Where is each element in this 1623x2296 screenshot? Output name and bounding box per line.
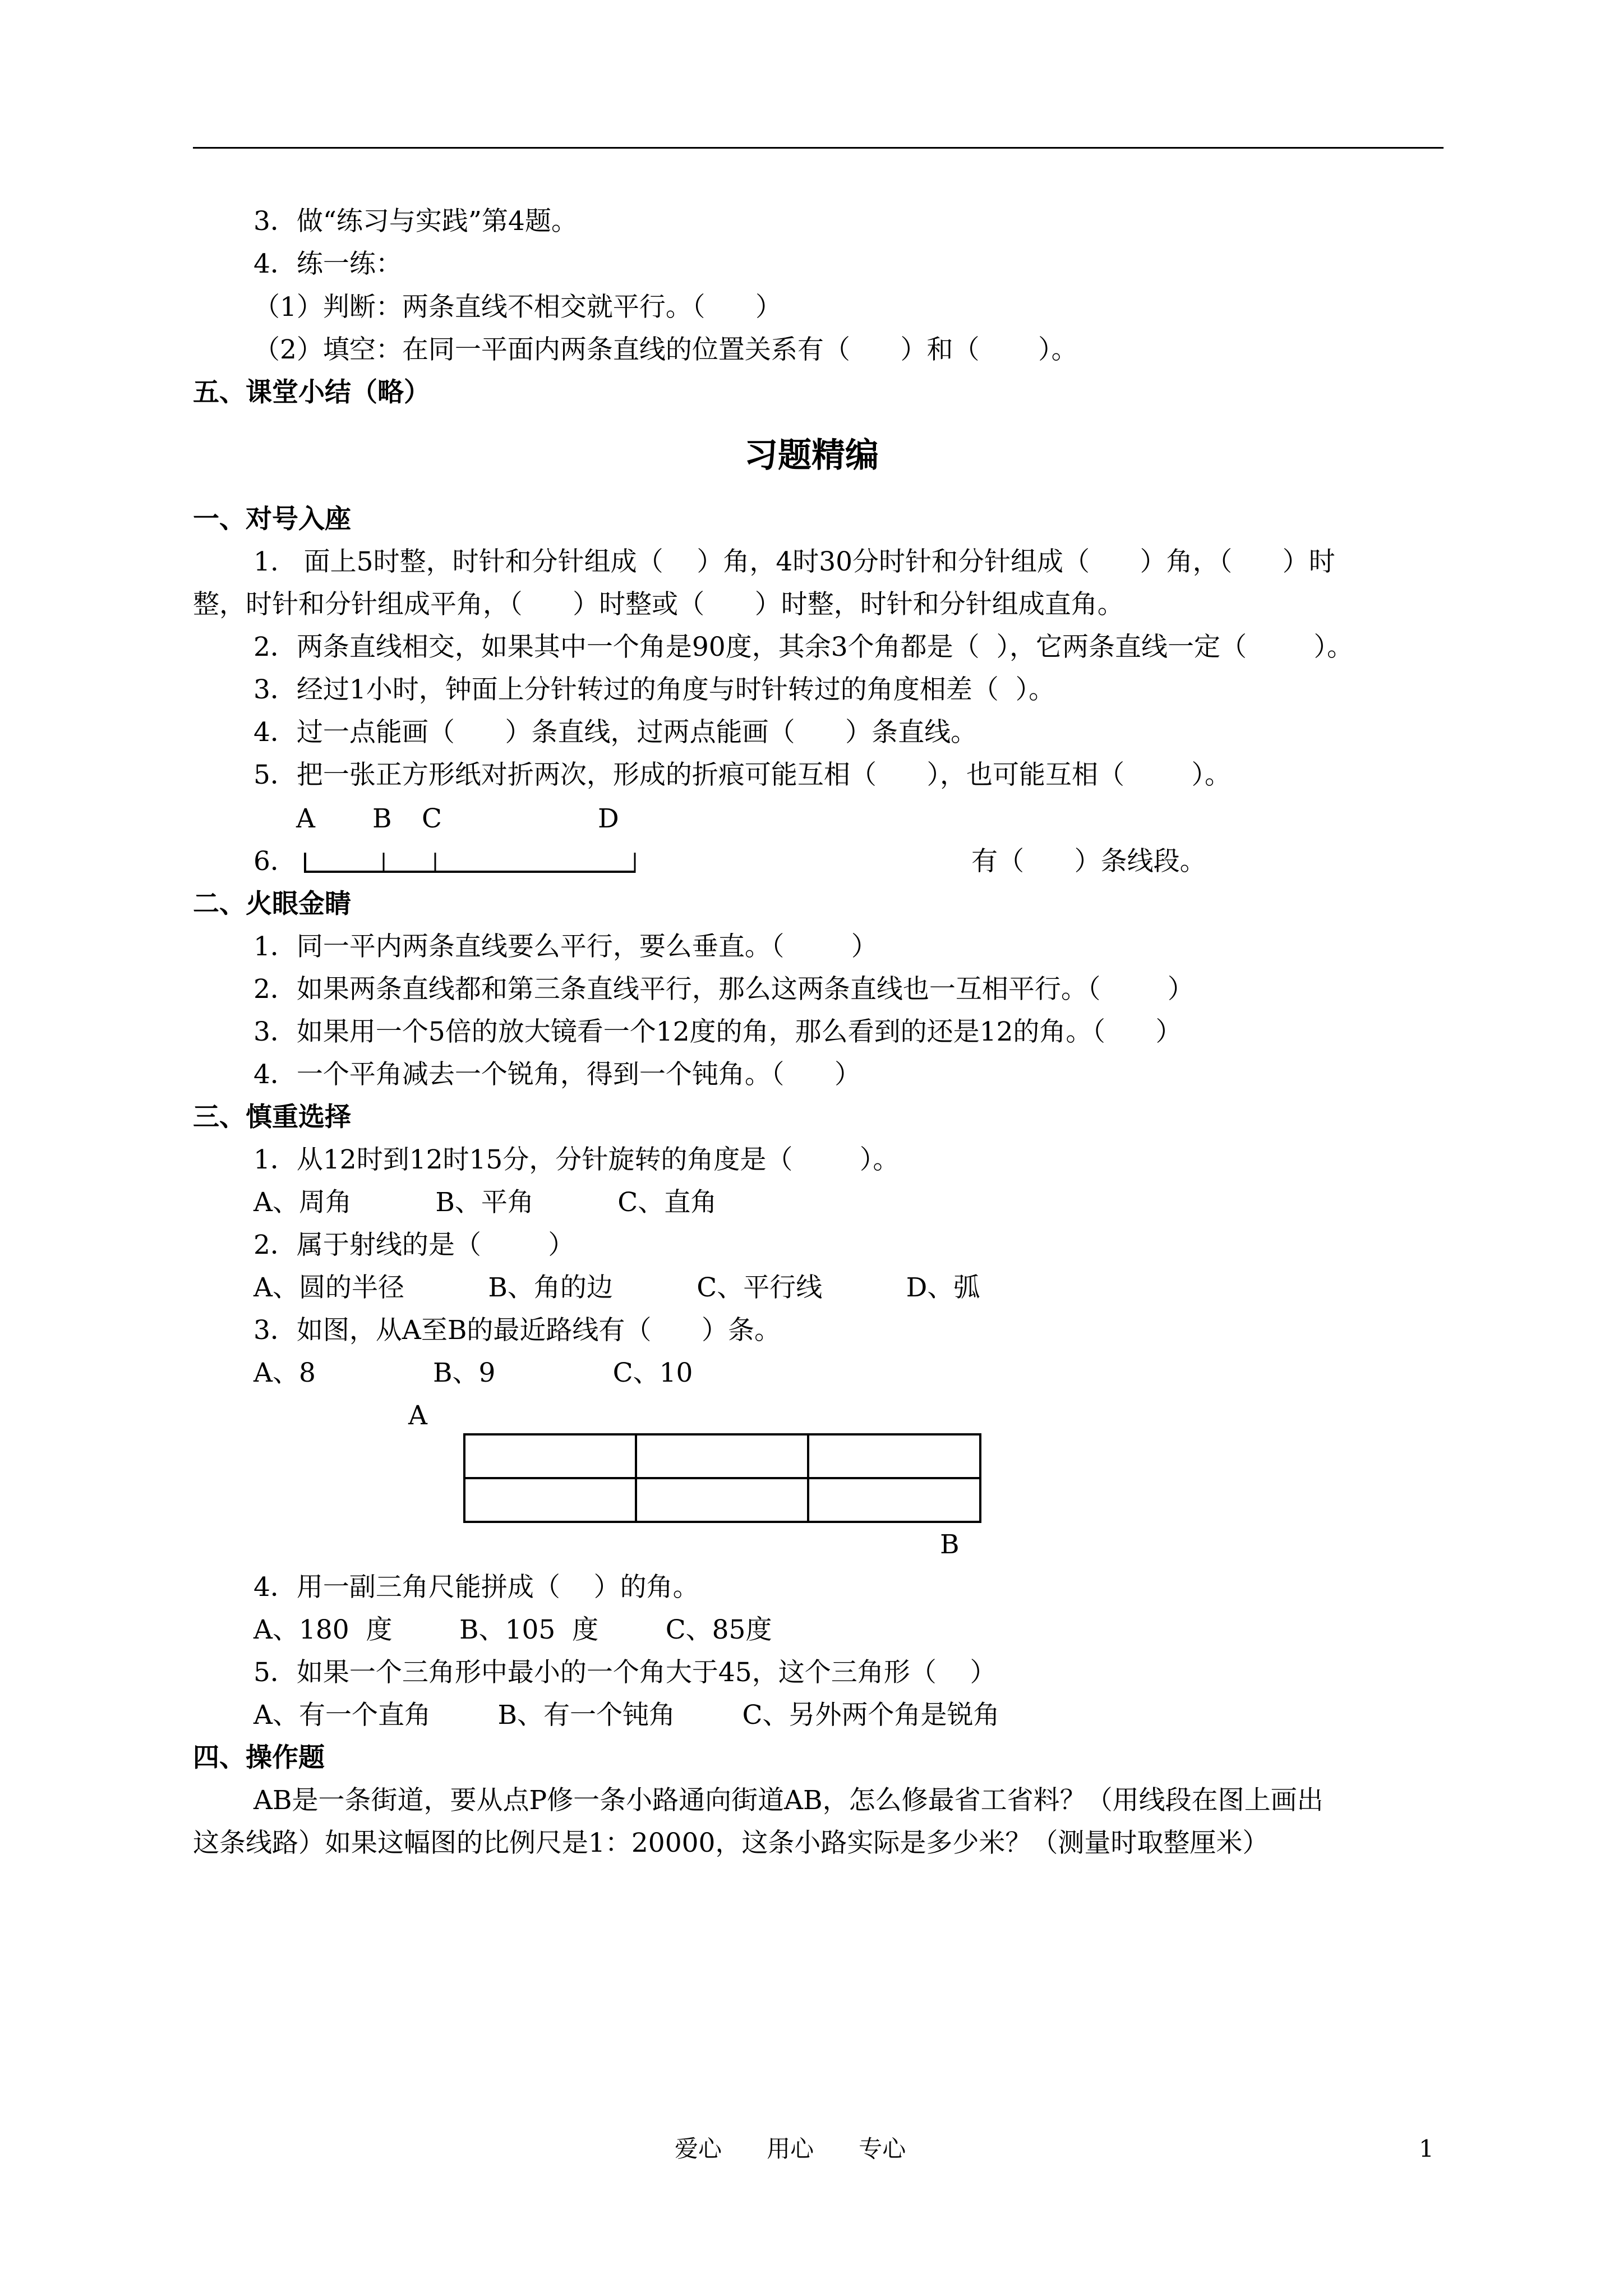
segment-label-d: D (598, 803, 619, 834)
lesson-item-3: 3．做“练习与实践”第4题。 (253, 206, 578, 237)
s3-q3-options: A、8 B、9 C、10 (253, 1358, 693, 1388)
lesson-item-4: 4．练一练： (253, 249, 402, 279)
segment-diagram (303, 845, 639, 876)
segment-label-a: A (296, 803, 315, 834)
s3-q4-options: A、180 度 B、105 度 C、85度 (253, 1614, 772, 1645)
s3-q5-options: A、有一个直角 B、有一个钝角 C、另外两个角是锐角 (253, 1700, 1000, 1731)
s1-q6-text: 有（ ）条线段。 (971, 846, 1206, 877)
section-4-heading: 四、操作题 (193, 1742, 325, 1773)
s3-q4: 4．用一副三角尺能拼成（ ）的角。 (253, 1572, 699, 1603)
s1-q1-line2: 整，时针和分针组成平角，（ ）时整或（ ）时整，时针和分针组成直角。 (193, 589, 1124, 620)
route-grid (463, 1433, 983, 1524)
section-1-heading: 一、对号入座 (193, 504, 351, 535)
lesson-item-4-2: （2）填空：在同一平面内两条直线的位置关系有（ ）和（ ）。 (253, 334, 1078, 365)
s3-q1: 1．从12时到12时15分，分针旋转的角度是（ ）。 (253, 1144, 900, 1175)
grid-label-a: A (408, 1400, 427, 1431)
s4-line-2: 这条线路）如果这幅图的比例尺是1：20000，这条小路实际是多少米？（测量时取整厘米） (193, 1828, 1269, 1858)
s1-q5: 5．把一张正方形纸对折两次，形成的折痕可能互相（ ），也可能互相（ ）。 (253, 760, 1232, 790)
segment-label-b: B (372, 803, 392, 834)
s1-q1-line1: 1. 面上5时整，时针和分针组成（ ）角，4时30分时针和分针组成（ ）角，（ ）时 (253, 546, 1335, 577)
grid-label-b: B (940, 1529, 960, 1560)
s3-q5: 5．如果一个三角形中最小的一个角大于45，这个三角形（ ） (253, 1657, 997, 1688)
s4-line-1: AB是一条街道，要从点P修一条小路通向街道AB，怎么修最省工省料？（用线段在图上画出 (253, 1785, 1324, 1816)
section-3-heading: 三、慎重选择 (193, 1102, 351, 1133)
section-2-heading: 二、火眼金睛 (193, 889, 351, 919)
lesson-item-4-1: （1）判断：两条直线不相交就平行。（ ） (253, 292, 782, 323)
s3-q1-options: A、周角 B、平角 C、直角 (253, 1187, 717, 1218)
s3-q3: 3．如图，从A至B的最近路线有（ ）条。 (253, 1315, 781, 1346)
s1-q4: 4．过一点能画（ ）条直线，过两点能画（ ）条直线。 (253, 717, 978, 748)
page-title: 习题精编 (744, 436, 879, 475)
page-number: 1 (1419, 2135, 1434, 2162)
s3-q2-options: A、圆的半径 B、角的边 C、平行线 D、弧 (253, 1272, 980, 1303)
s2-item-4: 4．一个平角减去一个锐角，得到一个钝角。（ ） (253, 1059, 861, 1090)
s1-q6-number: 6． (253, 846, 297, 877)
s3-q2: 2．属于射线的是（ ） (253, 1230, 575, 1260)
segment-label-c: C (422, 803, 442, 834)
footer-motto: 爱心 用心 专心 (675, 2135, 906, 2162)
section-5-heading: 五、课堂小结（略） (193, 377, 430, 408)
header-rule (193, 147, 1444, 149)
s1-q2: 2．两条直线相交，如果其中一个角是90度，其余3个角都是（ ），它两条直线一定（ ）。 (253, 632, 1354, 662)
s1-q3: 3．经过1小时，钟面上分针转过的角度与时针转过的角度相差（ ）。 (253, 674, 1055, 705)
s2-item-2: 2．如果两条直线都和第三条直线平行，那么这两条直线也一互相平行。（ ） (253, 974, 1194, 1005)
s2-item-1: 1．同一平内两条直线要么平行，要么垂直。（ ） (253, 931, 878, 962)
s2-item-3: 3．如果用一个5倍的放大镜看一个12度的角，那么看到的还是12的角。（ ） (253, 1016, 1182, 1047)
